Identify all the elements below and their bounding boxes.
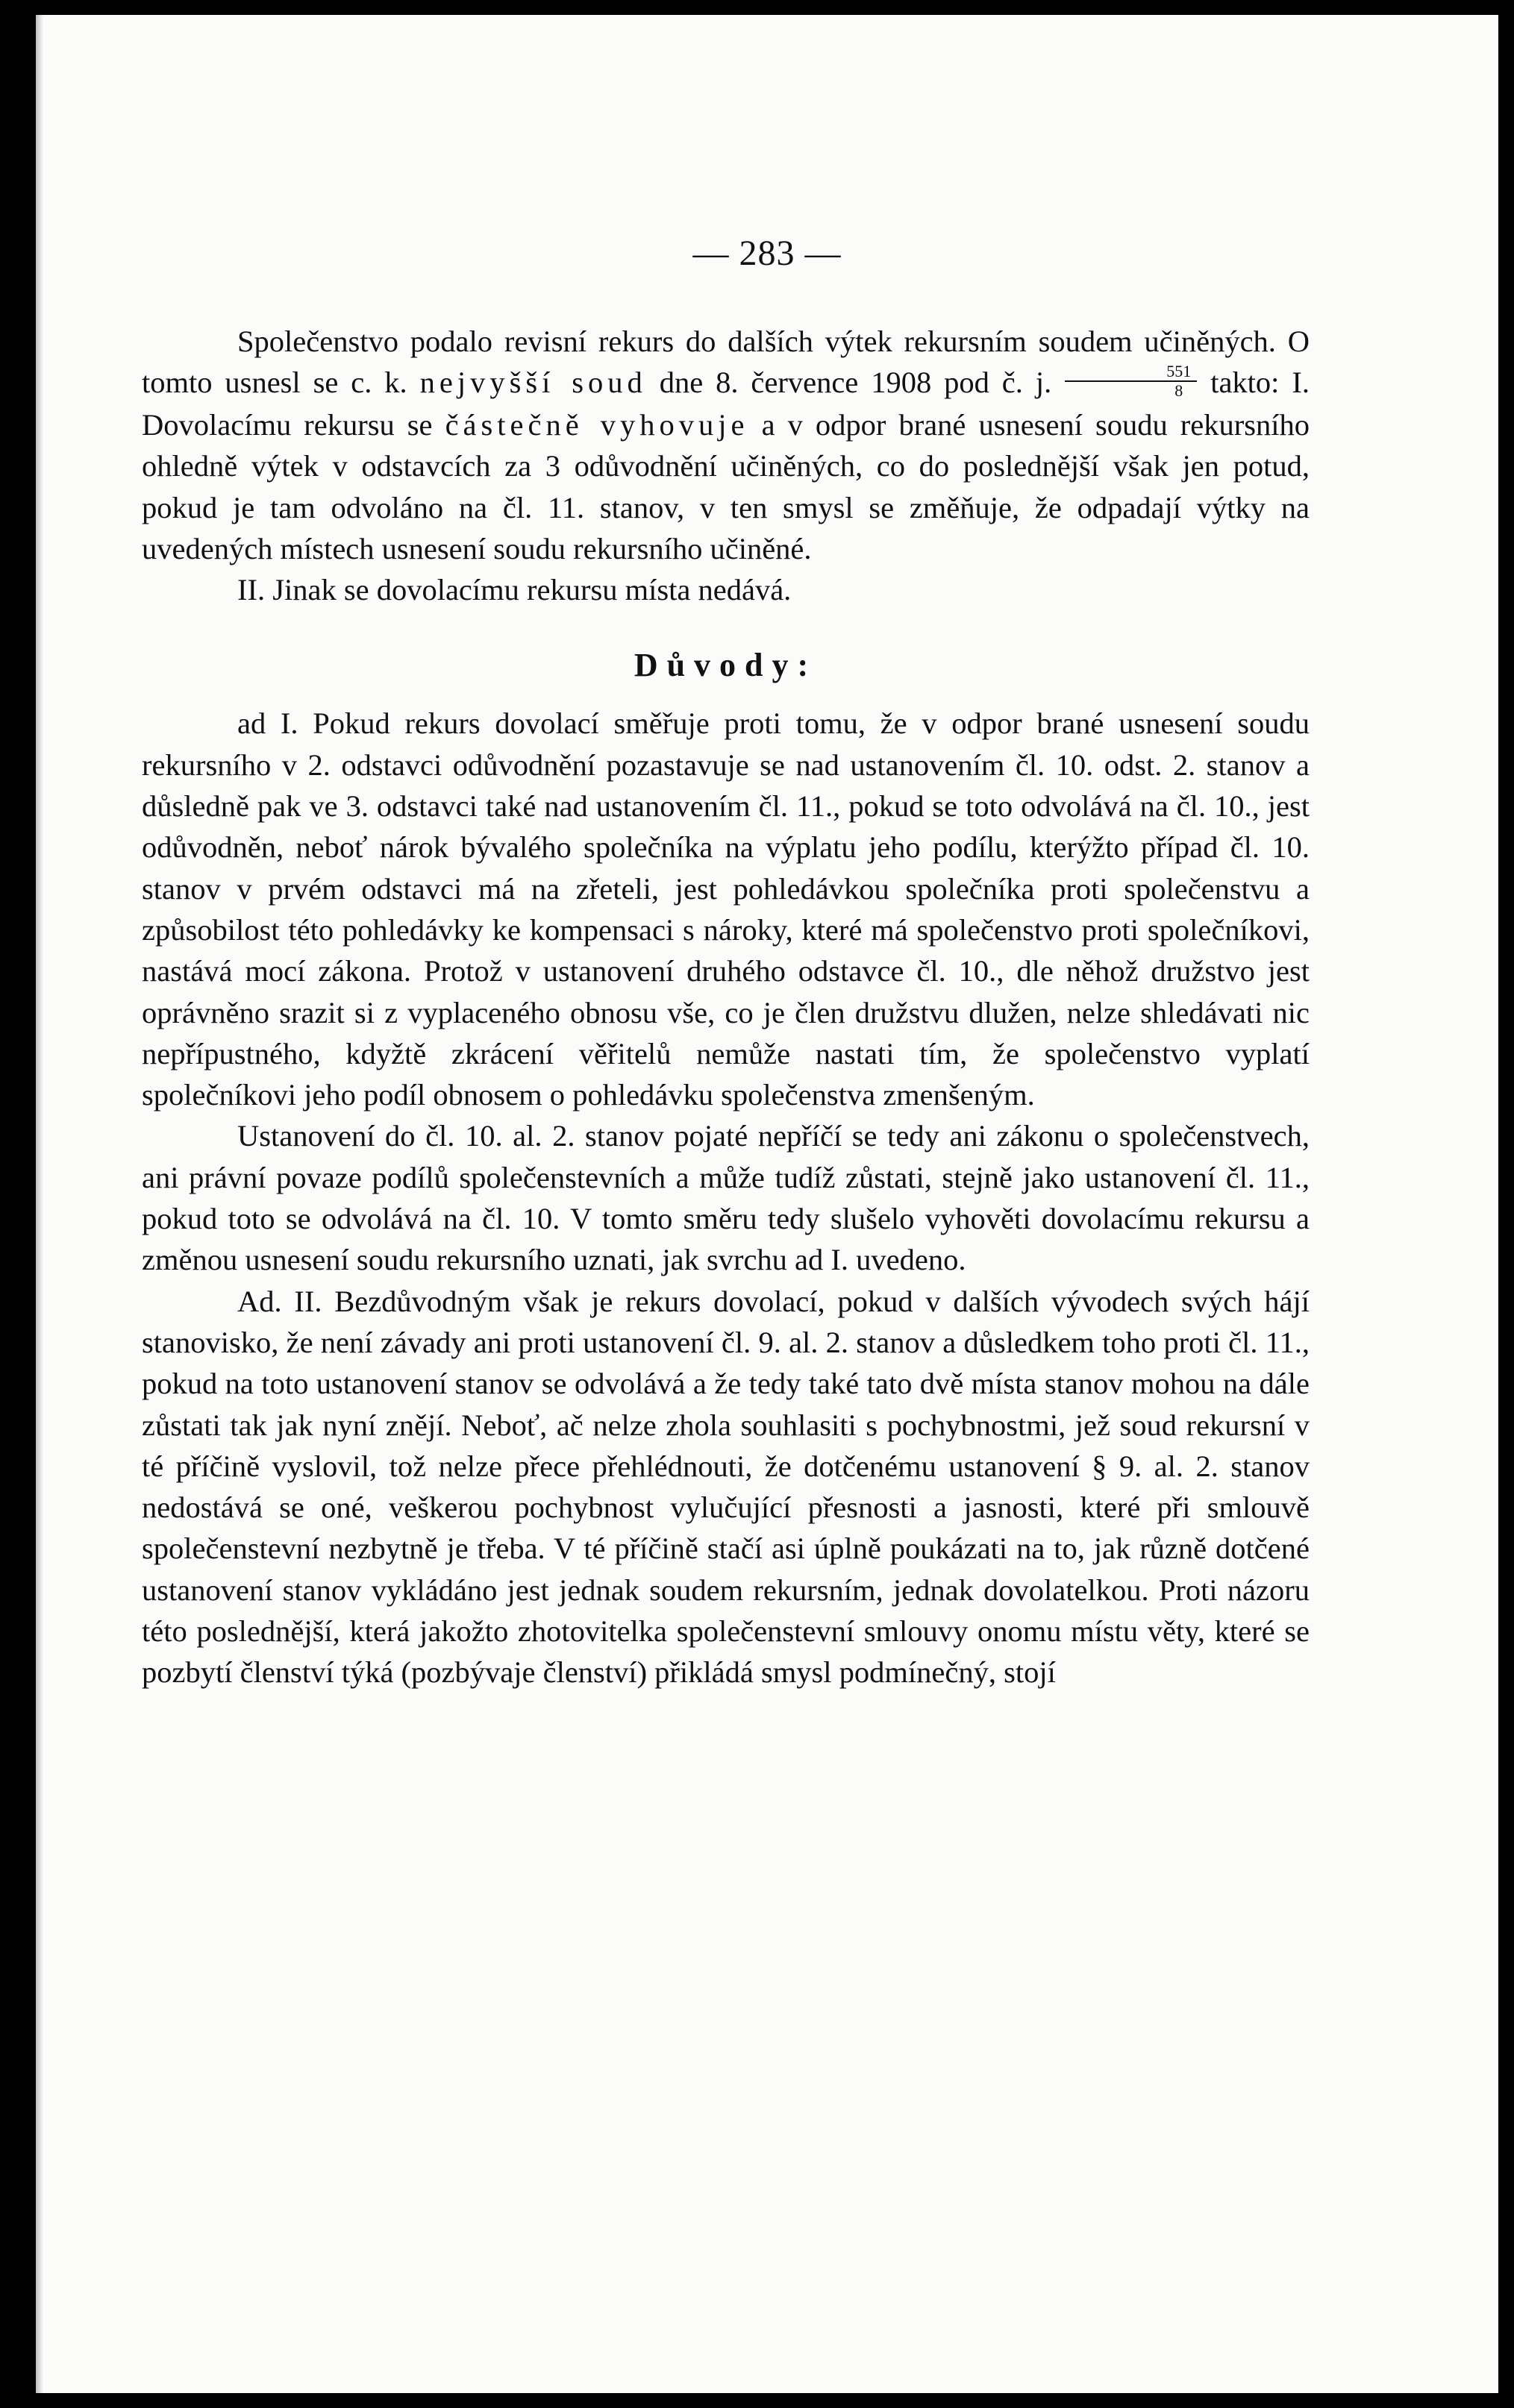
page-number: — 283 — [692, 233, 842, 273]
paragraph-point-2 [142, 569, 1310, 610]
fraction-denominator: 8 [1174, 381, 1183, 400]
paragraph-intro [142, 321, 1310, 569]
fraction-numerator: 551 [1065, 363, 1197, 382]
paragraph-ustanoveni [142, 1115, 1310, 1280]
case-number-fraction [1065, 363, 1197, 400]
text-run: Důvody: [634, 647, 818, 684]
text-run: II. Jinak se dovolacímu rekursu místa nedává. [237, 573, 792, 607]
text-run: takto: I. Dovolacímu rekursu se [142, 366, 1310, 442]
body-text [142, 321, 1310, 1693]
text-run: dne 8. července 1908 pod č. j. [646, 366, 1052, 400]
book-page [36, 15, 1498, 2393]
text-run: a v odpor brané usnesení soudu rekursního ohledně výtek v odstavcích za 3 odůvodnění učiněných, co do poslednější však jen potud, pokud je tam odvoláno na čl. 11. stanov, v ten smysl se změňuje, že odpadají výtky na uvedených místech usnesení soudu rekursního učiněné. [142, 408, 1310, 565]
spaced-emphasis: nejvyšší soud [419, 366, 647, 400]
paragraph-ad-1 [142, 703, 1310, 1115]
section-heading [142, 643, 1310, 688]
text-run: Společenstvo podalo revisní rekurs do dalších výtek rekursním soudem učiněných. O tomto usnesl se c. k. [142, 324, 1310, 400]
text-run: ad I. Pokud rekurs dovolací směřuje proti tomu, že v odpor brané usnesení soudu rekursního v 2. odstavci odůvodnění pozastavuje se nad ustanovením čl. 10. odst. 2. stanov a důsledně pak ve 3. odstavci také nad ustanovením čl. 11., pokud se toto odvolává na čl. 10., jest odůvodněn, neboť nárok bývalého společníka na výplatu jeho podílu, kterýžto případ čl. 10. stanov v prvém odstavci má na zřeteli, jest pohledávkou společníka proti společenstvu a způsobilost této pohledávky ke kompensaci s nároky, které má společenstvo proti společníkovi, nastává mocí zákona. Protož v ustanovení druhého odstavce čl. 10., dle něhož družstvo jest oprávněno srazit si z vyplaceného obnosu vše, co je člen družstvu dlužen, nelze shledávati nic nepřípustného, kdyžtě zkrácení věřitelů nemůže nastati tím, že společenstvo vyplatí společníkovi jeho podíl obnosem o pohledávku společenstva zmenšeným. [142, 706, 1310, 1112]
paragraph-ad-2 [142, 1281, 1310, 1693]
text-run: Ustanovení do čl. 10. al. 2. stanov pojaté nepříčí se tedy ani zákonu o společenstvech, ani právní povaze podílů společenstevních a může tudíž zůstati, stejně jako ustanovení čl. 11., pokud toto se odvolává na čl. 10. V tomto směru tedy slušelo vyhověti dovolacímu rekursu a změnou usnesení soudu rekursního uznati, jak svrchu ad I. uvedeno. [142, 1119, 1310, 1277]
spaced-emphasis: částečně vyhovuje [445, 408, 749, 442]
text-run: Ad. II. Bezdůvodným však je rekurs dovolací, pokud v dalších vývodech svých hájí stanovisko, že není závady ani proti ustanovení čl. 9. al. 2. stanov a důsledkem toho proti čl. 11., pokud na toto ustanovení stanov se odvolává a že tedy také tato dvě místa stanov mohou na dále zůstati tak jak nyní znějí. Neboť, ač nelze zhola souhlasiti s pochybnostmi, jež soud rekursní v té příčině vyslovil, tož nelze přece přehlédnouti, že dotčenému ustanovení § 9. al. 2. stanov nedostává se oné, veškerou pochybnost vylučující přesnosti a jasnosti, které při smlouvě společenstevní nezbytně je třeba. V té příčině stačí asi úplně poukázati na to, jak různě dotčené ustanovení stanov vykládáno jest jednak soudem rekursním, jednak dovolatelkou. Proti názoru této poslednější, která jakožto zhotovitelka společenstevní smlouvy onomu místu věty, které se pozbytí členství týká (pozbývaje členství) přikládá smysl podmínečný, stojí [142, 1284, 1310, 1690]
